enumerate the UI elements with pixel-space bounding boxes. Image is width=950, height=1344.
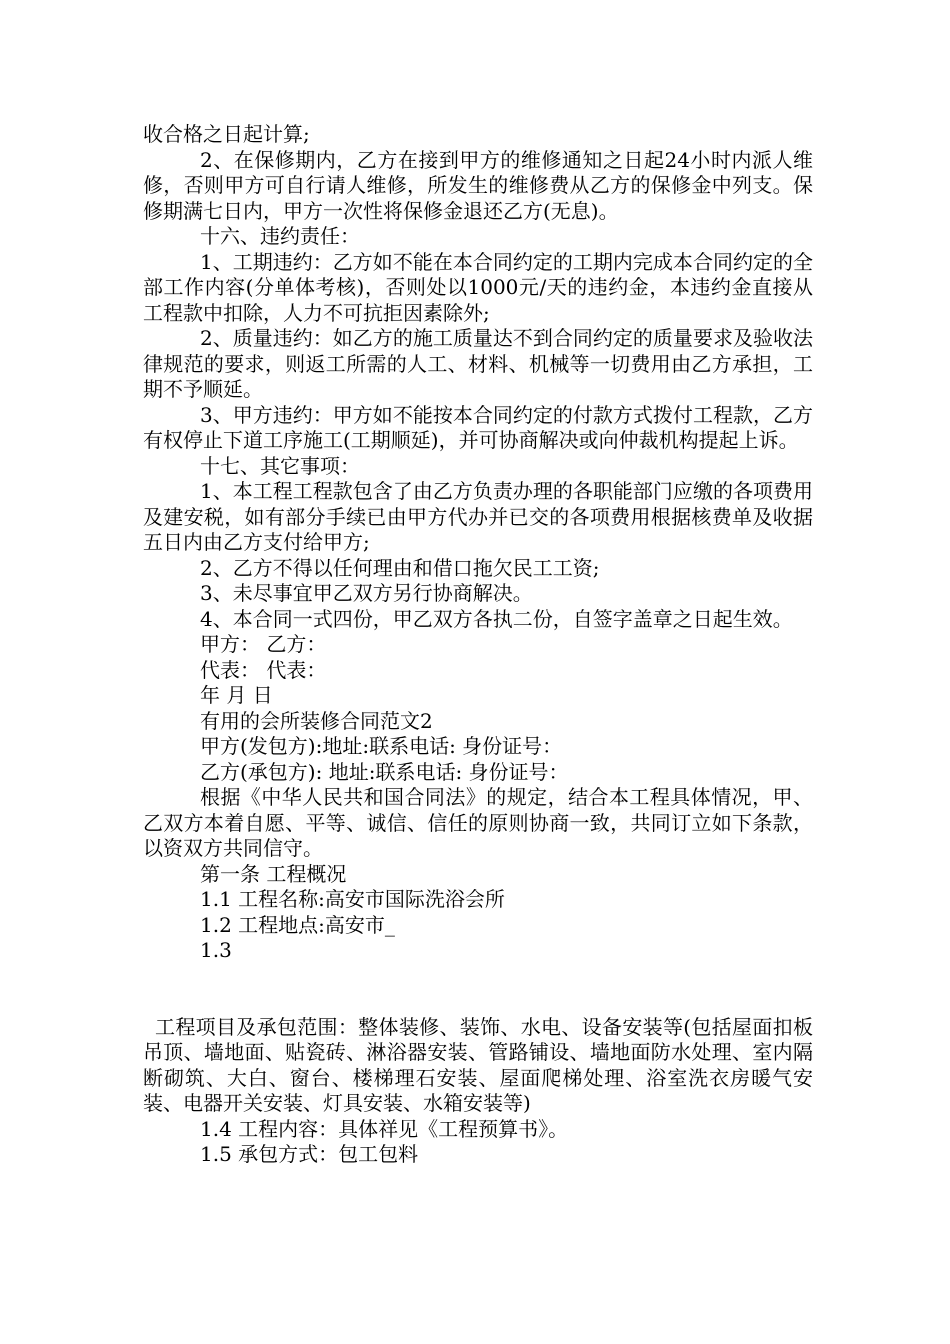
- item-project-location: 1.2 工程地点:高安市_: [200, 912, 395, 937]
- blank-gap: [143, 964, 813, 1015]
- contract-sample-title: 有用的会所装修合同范文2: [200, 708, 433, 733]
- item-number-1-3: 1.3: [200, 938, 232, 962]
- heading-article-one: 第一条 工程概况: [200, 861, 347, 886]
- signature-parties-line: 甲方： 乙方：: [200, 632, 327, 656]
- signature-representatives-line: 代表： 代表：: [200, 657, 327, 682]
- heading-breach-of-contract: 十六、违约责任：: [200, 224, 360, 248]
- paragraph-fees-and-taxes: 1、本工程工程款包含了由乙方负责办理的各职能部门应缴的各项费用及建安税，如有部分手续已由甲方代办并已交的各项费用根据核费单及收据五日内由乙方支付给甲方;: [143, 479, 813, 554]
- paragraph-warranty-start-tail: 收合格之日起计算;: [143, 122, 310, 146]
- paragraph-project-scope: 工程项目及承包范围：整体装修、装饰、水电、设备安装等(包括屋面扣板吊顶、墙地面、贴瓷砖、淋浴器安装、管路铺设、墙地面防水处理、室内隔断砌筑、大白、窗台、楼梯理石安装、屋面爬梯处理、浴室洗衣房暖气安装、电器开关安装、灯具安装、水箱安装等): [143, 1014, 813, 1115]
- paragraph-schedule-breach: 1、工期违约：乙方如不能在本合同约定的工期内完成本合同约定的全部工作内容(分单体考核)，否则处以1000元/天的违约金，本违约金直接从工程款中扣除，人力不可抗拒因素除外;: [143, 249, 813, 325]
- paragraph-contract-basis: 根据《中华人民共和国合同法》的规定，结合本工程具体情况，甲、乙双方本着自愿、平等、诚信、信任的原则协商一致，共同订立如下条款，以资双方共同信守。: [143, 785, 813, 860]
- paragraph-unresolved-matters: 3、未尽事宜甲乙双方另行协商解决。: [200, 581, 533, 605]
- item-project-content: 1.4 工程内容：具体祥见《工程预算书》。: [200, 1116, 569, 1141]
- signature-date-line: 年 月 日: [200, 683, 273, 707]
- paragraph-copies-effective: 4、本合同一式四份，甲乙双方各执二份，自签字盖章之日起生效。: [200, 606, 793, 631]
- paragraph-worker-wages: 2、乙方不得以任何理由和借口拖欠民工工资;: [200, 555, 600, 580]
- item-contract-method: 1.5 承包方式：包工包料: [200, 1142, 419, 1166]
- heading-other-matters: 十七、其它事项：: [200, 453, 360, 478]
- party-a-info: 甲方(发包方):地址:联系电话: 身份证号：: [200, 734, 563, 758]
- party-b-info: 乙方(承包方): 地址:联系电话: 身份证号：: [200, 759, 569, 784]
- paragraph-party-a-breach: 3、甲方违约：甲方如不能按本合同约定的付款方式拨付工程款，乙方有权停止下道工序施工(工期顺延)，并可协商解决或向仲裁机构提起上诉。: [143, 402, 813, 452]
- paragraph-quality-breach: 2、质量违约：如乙方的施工质量达不到合同约定的质量要求及验收法律规范的要求，则返工所需的人工、材料、机械等一切费用由乙方承担，工期不予顺延。: [143, 326, 813, 401]
- paragraph-warranty-repair: 2、在保修期内，乙方在接到甲方的维修通知之日起24小时内派人维修，否则甲方可自行请人维修，所发生的维修费从乙方的保修金中列支。保修期满七日内，甲方一次性将保修金退还乙方(无息)。: [143, 147, 813, 223]
- item-project-name: 1.1 工程名称:高安市国际洗浴会所: [200, 887, 505, 911]
- document-body: [143, 122, 813, 1168]
